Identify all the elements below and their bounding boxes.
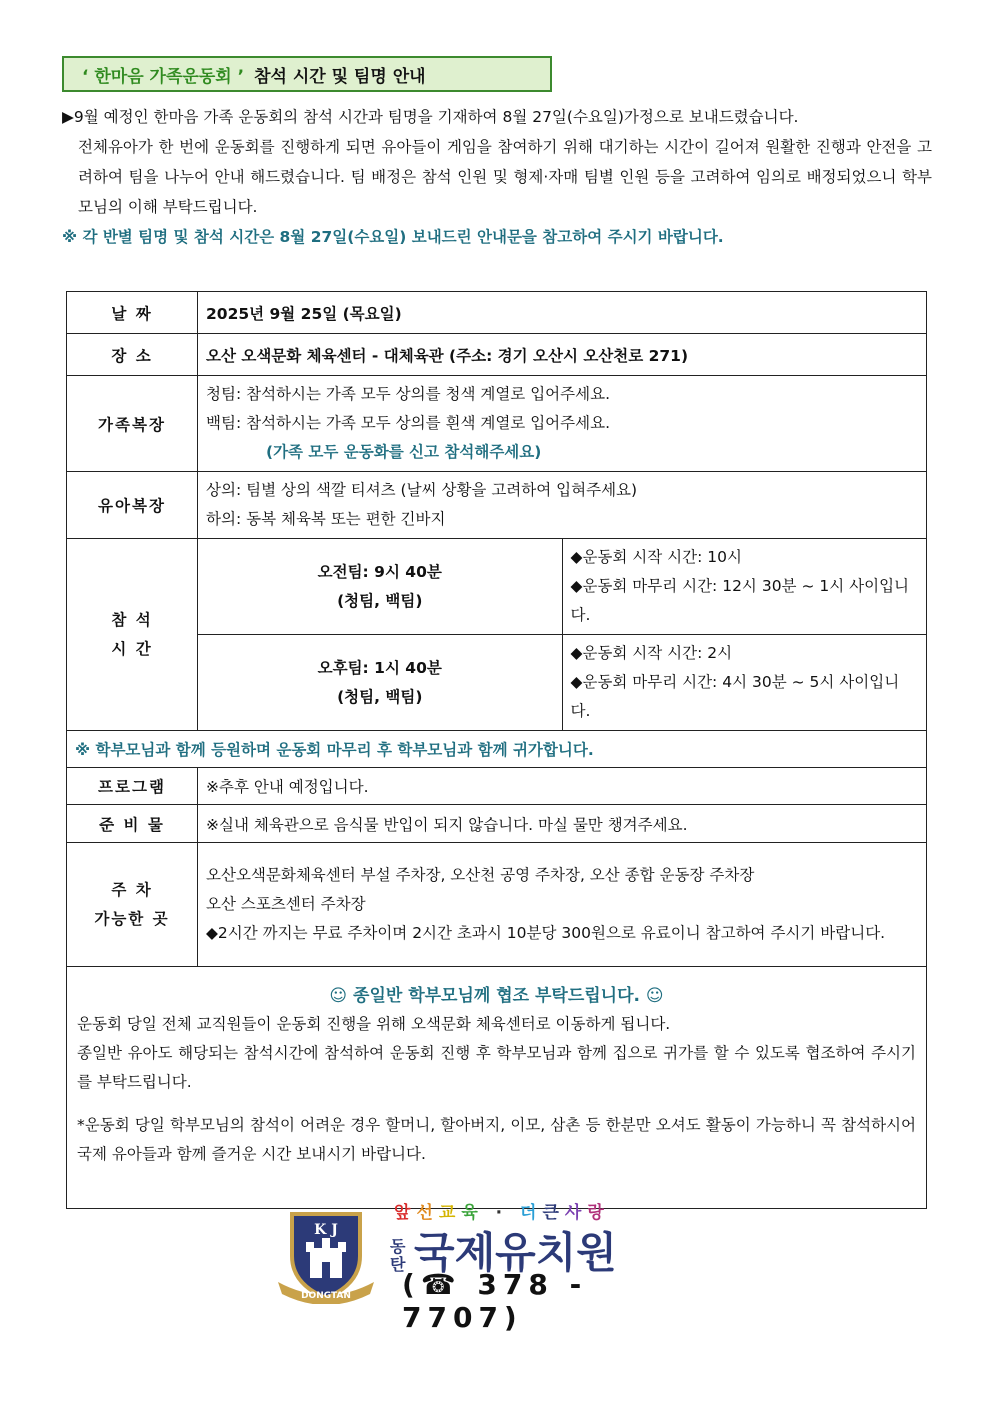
am-start: ◆운동회 시작 시간: 10시 <box>570 548 742 566</box>
pm-schedule <box>562 635 927 731</box>
family-shoes-note: (가족 모두 운동화를 신고 참석해주세요) <box>266 443 542 461</box>
attend-time-label-1: 참 석 <box>111 610 153 629</box>
cooperation-title: ☺ 종일반 학부모님께 협조 부탁드립니다. ☺ <box>329 986 664 1006</box>
am-team: 오전팀: 9시 40분 <box>317 562 442 581</box>
place-label: 장 소 <box>67 334 198 376</box>
school-emblem-icon <box>272 1204 380 1304</box>
am-schedule <box>562 539 927 635</box>
family-blue-team: 청팀: 참석하시는 가족 모두 상의를 청색 계열로 입어주세요. <box>206 385 610 403</box>
attend-time-label-2: 시 간 <box>111 639 153 658</box>
school-phone: (☎ 378 - 7707) <box>402 1268 588 1334</box>
pm-team: 오후팀: 1시 40분 <box>317 658 442 677</box>
kid-dress-label: 유아복장 <box>67 472 198 539</box>
school-logo-area <box>272 1198 712 1334</box>
parking-places: 오산오색문화체육센터 부설 주차장, 오산천 공영 주차장, 오산 종합 운동장 주차장 <box>206 866 755 884</box>
parking-label <box>67 843 198 967</box>
title-text: 참석 시간 및 팀명 안내 <box>254 66 426 87</box>
parking-fee: ◆2시간 까지는 무료 주차이며 2시간 초과시 10분당 300원으로 유료이니 참고하여 주시기 바랍니다. <box>206 924 886 942</box>
am-end: ◆운동회 마무리 시간: 12시 30분 ~ 1시 사이입니다. <box>570 577 910 624</box>
info-table <box>66 291 927 1209</box>
place-value: 오산 오색문화 체육센터 - 대체육관 (주소: 경기 오산시 오산천로 271) <box>198 334 927 376</box>
pm-start: ◆운동회 시작 시간: 2시 <box>570 644 733 662</box>
kid-dress-cell <box>198 472 927 539</box>
kid-bottom: 하의: 동복 체육복 또는 편한 긴바지 <box>206 510 446 528</box>
pm-end: ◆운동회 마무리 시간: 4시 30분 ~ 5시 사이입니다. <box>570 673 900 720</box>
prep-label: 준 비 물 <box>67 805 198 843</box>
kid-top: 상의: 팀별 상의 색깔 티셔츠 (날씨 상황을 고려하여 입혀주세요) <box>206 481 638 499</box>
cooperation-text-1: 운동회 당일 전체 교직원들이 운동회 진행을 위해 오색문화 체육센터로 이동하게 됩니다. <box>77 1015 671 1033</box>
family-white-team: 백팀: 참석하시는 가족 모두 상의를 흰색 계열로 입어주세요. <box>206 414 610 432</box>
attend-time-label <box>67 539 198 731</box>
title-box <box>62 56 552 92</box>
parking-cell <box>198 843 927 967</box>
attend-note: ※ 학부모님과 함께 등원하며 운동회 마무리 후 학부모님과 함께 귀가합니다. <box>67 731 927 768</box>
intro-line-1: ▶9월 예정인 한마음 가족 운동회의 참석 시간과 팀명을 기재하여 8월 27일(수요일)가정으로 보내드렸습니다. <box>62 108 799 126</box>
intro-line-2: 전체유아가 한 번에 운동회를 진행하게 되면 유아들이 게임을 참여하기 위해 대기하는 시간이 길어져 원활한 진행과 안전을 고려하여 팀을 나누어 안내 해드렸습니다. 팀 배정은 참석 인원 및 형제·자매 팀별 인원 등을 고려하여 임의로 배정되었으니 학부모님의 이해 부탁드립니다. <box>78 138 932 216</box>
date-label: 날 짜 <box>67 292 198 334</box>
parking-label-2: 가능한 곳 <box>94 909 170 928</box>
cooperation-text-3: *운동회 당일 학부모님의 참석이 어려운 경우 할머니, 할아버지, 이모, 삼촌 등 한분만 오셔도 활동이 가능하니 꼭 참석하시어 국제 유아들과 함께 즐거운 시간 보내시기 바랍니다. <box>77 1116 916 1163</box>
school-slogan: 앞선교육 · 더큰사랑 <box>394 1203 610 1223</box>
title-event-name: ‘ 한마음 가족운동회 ’ <box>82 66 245 87</box>
cooperation-body <box>67 1006 926 1179</box>
school-name-main: 국제유치원 <box>414 1228 617 1277</box>
pm-team-cell <box>198 635 563 731</box>
am-team-cell <box>198 539 563 635</box>
family-dress-label: 가족복장 <box>67 376 198 472</box>
pm-team-sub: (청팀, 백팀) <box>337 687 423 706</box>
family-dress-cell <box>198 376 927 472</box>
intro-note: ※ 각 반별 팀명 및 참석 시간은 8월 27일(수요일) 보내드린 안내문을 참고하여 주시기 바랍니다. <box>62 228 724 246</box>
am-team-sub: (청팀, 백팀) <box>337 591 423 610</box>
date-value: 2025년 9월 25일 (목요일) <box>198 292 927 334</box>
intro-section <box>62 102 932 252</box>
prep-value: ※실내 체육관으로 음식물 반입이 되지 않습니다. 마실 물만 챙겨주세요. <box>198 805 927 843</box>
program-value: ※추후 안내 예정입니다. <box>198 768 927 805</box>
parking-places-2: 오산 스포츠센터 주차장 <box>206 895 366 913</box>
emblem-text: DONGTAN <box>301 1291 351 1301</box>
school-name-prefix: 동탄 <box>390 1236 406 1274</box>
emblem-letters: K J <box>314 1222 338 1238</box>
parking-label-1: 주 차 <box>111 880 153 899</box>
cooperation-cell <box>67 967 927 1209</box>
cooperation-text-2: 종일반 유아도 해당되는 참석시간에 참석하여 운동회 진행 후 학부모님과 함께 집으로 귀가를 할 수 있도록 협조하여 주시기를 부탁드립니다. <box>77 1044 916 1091</box>
program-label: 프로그램 <box>67 768 198 805</box>
